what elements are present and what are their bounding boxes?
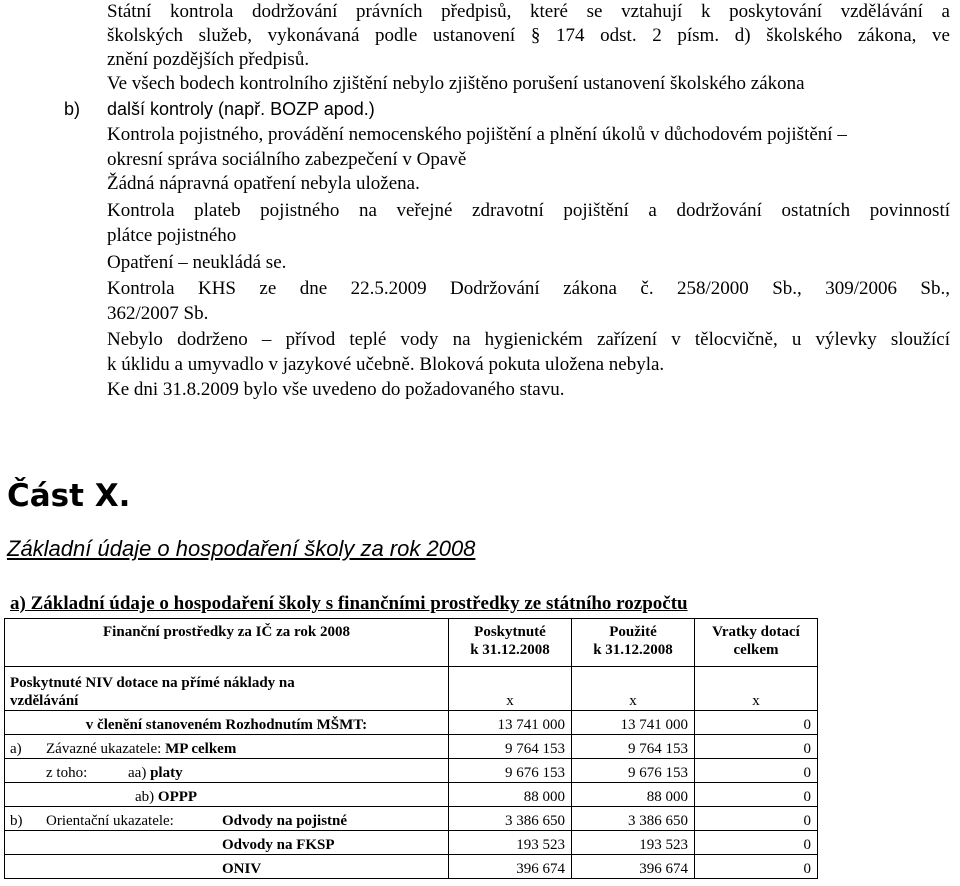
table-row bbox=[5, 831, 818, 855]
value-cell: 0 bbox=[695, 759, 818, 783]
paragraph-line: okresní správa sociálního zabezpečení v Opavě bbox=[107, 149, 467, 170]
finance-table bbox=[4, 618, 818, 879]
value-cell: 396 674 bbox=[449, 855, 572, 879]
paragraph-line: Žádná nápravná opatření nebyla uložena. bbox=[107, 173, 420, 194]
table-row bbox=[5, 783, 818, 807]
header-line: Poskytnuté bbox=[474, 624, 546, 640]
paragraph-line: k úklidu a umyvadlo v jazykové učebně. Bloková pokuta uložena nebyla. bbox=[107, 354, 665, 375]
table-row bbox=[5, 711, 818, 735]
list-item-heading: další kontroly (např. BOZP apod.) bbox=[107, 99, 375, 119]
paragraph-line: Ke dni 31.8.2009 bylo vše uvedeno do požadovaného stavu. bbox=[107, 379, 565, 400]
header-line: k 31.12.2008 bbox=[593, 642, 673, 658]
row-label bbox=[5, 831, 449, 855]
paragraph-line: Nebylo dodrženo – přívod teplé vody na hygienickém zařízení v tělocvičně, u výlevky sloužící bbox=[107, 329, 950, 350]
table-row bbox=[5, 735, 818, 759]
paragraph-line: Ve všech bodech kontrolního zjištění nebylo zjištěno porušení ustanovení školského zákona bbox=[107, 73, 805, 94]
value-cell: 88 000 bbox=[572, 783, 695, 807]
value-cell: 0 bbox=[695, 831, 818, 855]
value-cell: 3 386 650 bbox=[449, 807, 572, 831]
table-row bbox=[5, 759, 818, 783]
row-label bbox=[5, 735, 449, 759]
header-line: celkem bbox=[733, 642, 779, 658]
value-cell: 13 741 000 bbox=[449, 711, 572, 735]
row-label bbox=[5, 855, 449, 879]
label-text: Orientační ukazatele: bbox=[46, 813, 174, 829]
label-bold: platy bbox=[150, 765, 183, 781]
value-cell: 0 bbox=[695, 783, 818, 807]
label-text: Závazné ukazatele: bbox=[46, 741, 162, 757]
value-cell: 0 bbox=[695, 855, 818, 879]
value-cell: 0 bbox=[695, 711, 818, 735]
table-row bbox=[5, 807, 818, 831]
table-row bbox=[5, 855, 818, 879]
row-label: v členění stanoveném Rozhodnutím MŠMT: bbox=[5, 711, 449, 735]
paragraph-line: Kontrola plateb pojistného na veřejné zdravotní pojištění a dodržování ostatních povinností bbox=[107, 200, 950, 221]
row-label bbox=[5, 783, 449, 807]
paragraph-line: plátce pojistného bbox=[107, 225, 237, 246]
paragraph-line: Státní kontrola dodržování právních předpisů, které se vztahují k poskytování vzdělávání a bbox=[107, 1, 950, 22]
paragraph-line: 362/2007 Sb. bbox=[107, 303, 209, 324]
value-cell: 9 676 153 bbox=[449, 759, 572, 783]
label-text: ab) bbox=[135, 789, 155, 805]
label-bold: ONIV bbox=[222, 861, 262, 877]
label-prefix: b) bbox=[10, 813, 23, 829]
value-cell: x bbox=[449, 667, 572, 711]
value-cell: 13 741 000 bbox=[572, 711, 695, 735]
value-cell: 9 676 153 bbox=[572, 759, 695, 783]
list-marker: b) bbox=[64, 99, 81, 119]
value-cell: 3 386 650 bbox=[572, 807, 695, 831]
table-heading: a) Základní údaje o hospodaření školy s finančními prostředky ze státního rozpočtu bbox=[10, 593, 688, 614]
header-cell bbox=[695, 619, 818, 667]
value-cell: 0 bbox=[695, 735, 818, 759]
value-cell: 396 674 bbox=[572, 855, 695, 879]
label-bold: OPPP bbox=[157, 789, 198, 805]
row-label bbox=[5, 759, 449, 783]
header-cell bbox=[449, 619, 572, 667]
header-cell bbox=[572, 619, 695, 667]
label-prefix: z toho: bbox=[46, 765, 88, 781]
label-prefix: a) bbox=[10, 741, 22, 757]
value-cell: 193 523 bbox=[449, 831, 572, 855]
paragraph-line: znění pozdějších předpisů. bbox=[107, 49, 310, 70]
value-cell: x bbox=[572, 667, 695, 711]
label-bold: MP celkem bbox=[165, 741, 237, 757]
label-bold: Odvody na pojistné bbox=[222, 813, 348, 829]
row-label bbox=[5, 667, 449, 711]
paragraph-line: Kontrola pojistného, provádění nemocenského pojištění a plnění úkolů v důchodovém pojištění – bbox=[107, 124, 847, 145]
paragraph-line: školských služeb, vykonávaná podle ustanovení § 174 odst. 2 písm. d) školského zákona, ve bbox=[107, 25, 950, 46]
value-cell: 9 764 153 bbox=[572, 735, 695, 759]
paragraph-line: Opatření – neukládá se. bbox=[107, 252, 287, 273]
value-cell: 9 764 153 bbox=[449, 735, 572, 759]
value-cell: 193 523 bbox=[572, 831, 695, 855]
label-text: aa) bbox=[128, 765, 147, 781]
section-subtitle: Základní údaje o hospodaření školy za rok 2008 bbox=[7, 536, 476, 561]
value-cell: 0 bbox=[695, 807, 818, 831]
paragraph-line: Kontrola KHS ze dne 22.5.2009 Dodržování zákona č. 258/2000 Sb., 309/2006 Sb., bbox=[107, 278, 950, 299]
value-cell: x bbox=[695, 667, 818, 711]
label-bold: Odvody na FKSP bbox=[222, 837, 335, 853]
header-line: Použité bbox=[609, 624, 657, 640]
label-line: vzdělávání bbox=[10, 693, 79, 709]
table-header-row bbox=[5, 619, 818, 667]
header-line: Vratky dotací bbox=[712, 624, 800, 640]
header-line: k 31.12.2008 bbox=[470, 642, 550, 658]
label-line: Poskytnuté NIV dotace na přímé náklady na bbox=[10, 675, 295, 691]
value-cell: 88 000 bbox=[449, 783, 572, 807]
section-title: Část X. bbox=[7, 478, 131, 514]
header-cell: Finanční prostředky za IČ za rok 2008 bbox=[5, 619, 449, 667]
row-label bbox=[5, 807, 449, 831]
table-row bbox=[5, 667, 818, 711]
